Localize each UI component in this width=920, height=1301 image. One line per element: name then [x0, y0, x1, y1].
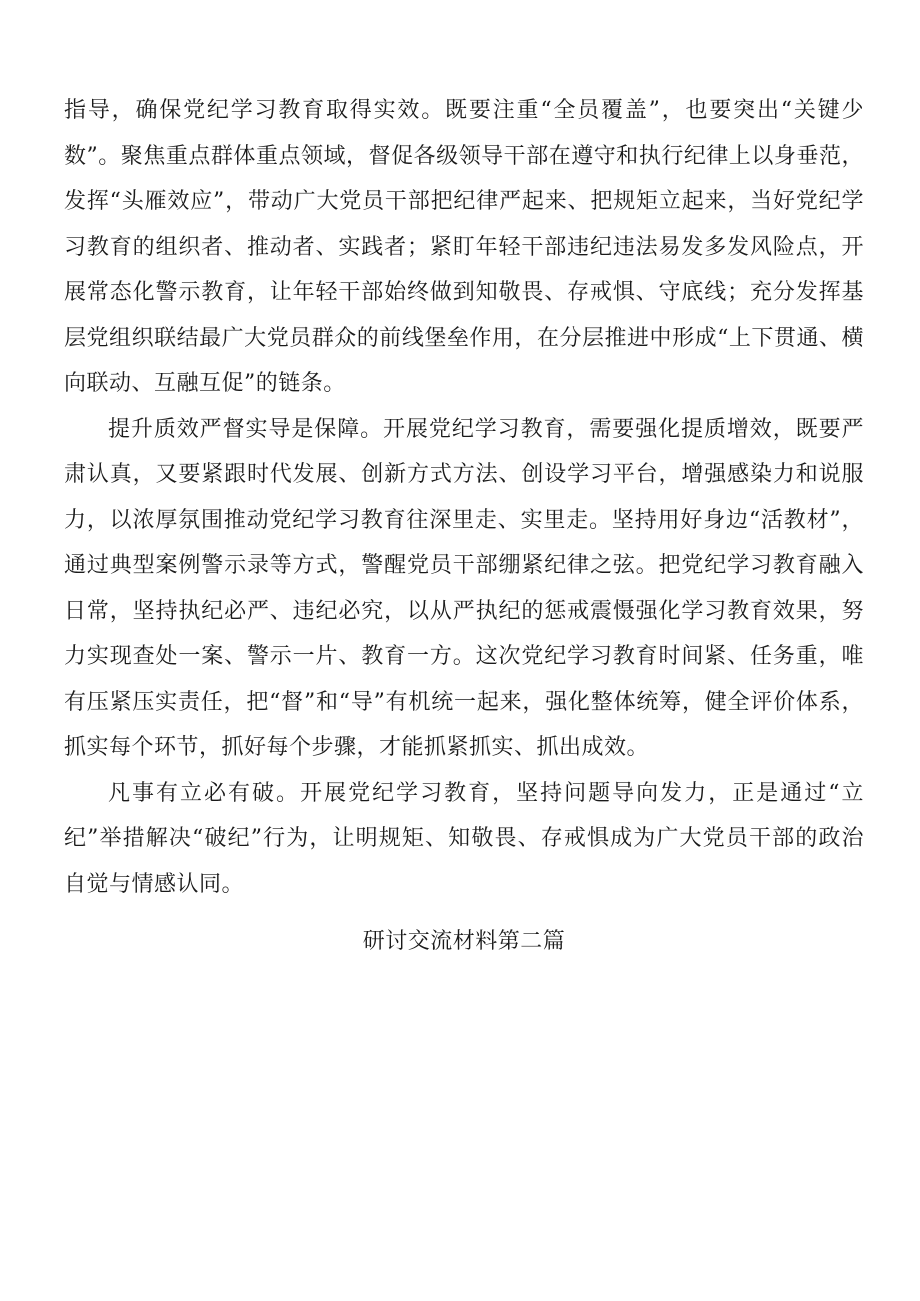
paragraph-supervision: 提升质效严督实导是保障。开展党纪学习教育，需要强化提质增效，既要严肃认真，又要紧跟时代发展、创新方式方法、创设学习平台，增强感染力和说服力，以浓厚氛围推动党纪学习教育往深里走、实里走。坚持用好身边“活教材”，通过典型案例警示录等方式，警醒党员干部绷紧纪律之弦。把党纪学习教育融入日常，坚持执纪必严、违纪必究，以从严执纪的惩戒震慑强化学习教育效果，努力实现查处一案、警示一片、教育一方。这次党纪学习教育时间紧、任务重，唯有压紧压实责任，把“督”和“导”有机统一起来，强化整体统筹，健全评价体系，抓实每个环节，抓好每个步骤，才能抓紧抓实、抓出成效。 [64, 416, 864, 760]
document-page [64, 88, 864, 965]
paragraph-continued: 指导，确保党纪学习教育取得实效。既要注重“全员覆盖”，也要突出“关键少数”。聚焦重点群体重点领域，督促各级领导干部在遵守和执行纪律上以身垂范，发挥“头雁效应”，带动广大党员干部把纪律严起来、把规矩立起来，当好党纪学习教育的组织者、推动者、实践者；紧盯年轻干部违纪违法易发多发风险点，开展常态化警示教育，让年轻干部始终做到知敬畏、存戒惧、守底线；充分发挥基层党组织联结最广大党员群众的前线堡垒作用，在分层推进中形成“上下贯通、横向联动、互融互促”的链条。 [64, 98, 864, 396]
section-title: 研讨交流材料第二篇 [362, 929, 566, 954]
paragraph-conclusion: 凡事有立必有破。开展党纪学习教育，坚持问题导向发力，正是通过“立纪”举措解决“破纪”行为，让明规矩、知敬畏、存戒惧成为广大党员干部的政治自觉与情感认同。 [64, 780, 864, 897]
